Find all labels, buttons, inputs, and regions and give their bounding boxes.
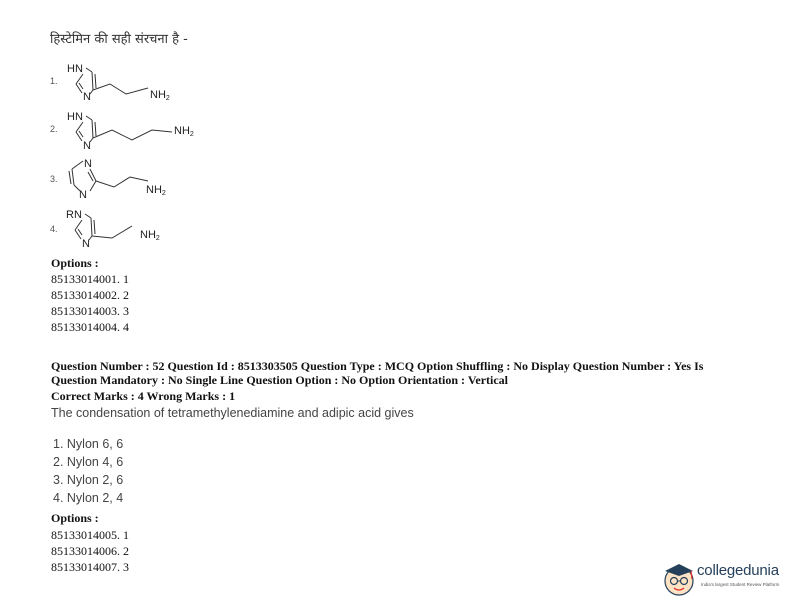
logo-wordmark: collegedunia [697, 562, 779, 579]
option-id-item: 85133014006. 2 [51, 544, 129, 558]
option-id-item: 85133014003. 3 [51, 304, 129, 318]
structure-2 [50, 108, 220, 156]
question-title: हिस्टेमिन की सही संरचना है - [50, 32, 188, 47]
option-id-item: 85133014004. 4 [51, 320, 129, 334]
ring-top-label: HN [67, 63, 83, 75]
ring-top-label: HN [67, 111, 83, 123]
answer-choice: 3. Nylon 2, 6 [53, 473, 124, 487]
amine-label: NH2 [146, 184, 166, 197]
ring-n-label: N [83, 91, 91, 103]
structure-number: 3. [50, 174, 58, 184]
answer-choice: 2. Nylon 4, 6 [53, 455, 124, 469]
histamine-structure-4-diagram [50, 204, 200, 252]
collegedunia-logo [661, 557, 785, 601]
amine-label: NH2 [174, 125, 194, 138]
ring-n-label: N [83, 140, 91, 152]
mascot-icon [661, 559, 697, 599]
histamine-structure-1-diagram [50, 58, 200, 108]
amine-label: NH2 [150, 89, 170, 102]
question-text: The condensation of tetramethylenediamine and adipic acid gives [51, 406, 414, 420]
answer-choice: 1. Nylon 6, 6 [53, 437, 124, 451]
structure-3 [50, 157, 200, 203]
ring-top-label: N [84, 158, 92, 170]
options-heading-2: Options : [51, 511, 99, 525]
question-meta: Question Number : 52 Question Id : 8513303505 Question Type : MCQ Option Shuffling : No Display Question Number : Yes Is Question Mandatory : No Single Line Question Option : No Option Orientation : Vertical [51, 359, 704, 387]
ring-top-label: RN [66, 209, 82, 221]
option-id-item: 85133014001. 1 [51, 272, 129, 286]
structure-number: 4. [50, 224, 58, 234]
option-id-item: 85133014007. 3 [51, 560, 129, 574]
ring-n-label: N [79, 189, 87, 201]
structure-number: 1. [50, 76, 58, 86]
marks-line: Correct Marks : 4 Wrong Marks : 1 [51, 389, 236, 403]
logo-tagline: India's largest Student Review Platform [701, 582, 780, 587]
option-id-item: 85133014005. 1 [51, 528, 129, 542]
histamine-structure-3-diagram [50, 157, 200, 203]
options-heading-1: Options : [51, 256, 99, 270]
structure-1 [50, 58, 200, 108]
option-id-item: 85133014002. 2 [51, 288, 129, 302]
ring-n-label: N [82, 238, 90, 250]
structure-number: 2. [50, 124, 58, 134]
amine-label: NH2 [140, 229, 160, 242]
answer-choice: 4. Nylon 2, 4 [53, 491, 124, 505]
histamine-structure-2-diagram [50, 108, 220, 156]
structure-4 [50, 204, 200, 252]
